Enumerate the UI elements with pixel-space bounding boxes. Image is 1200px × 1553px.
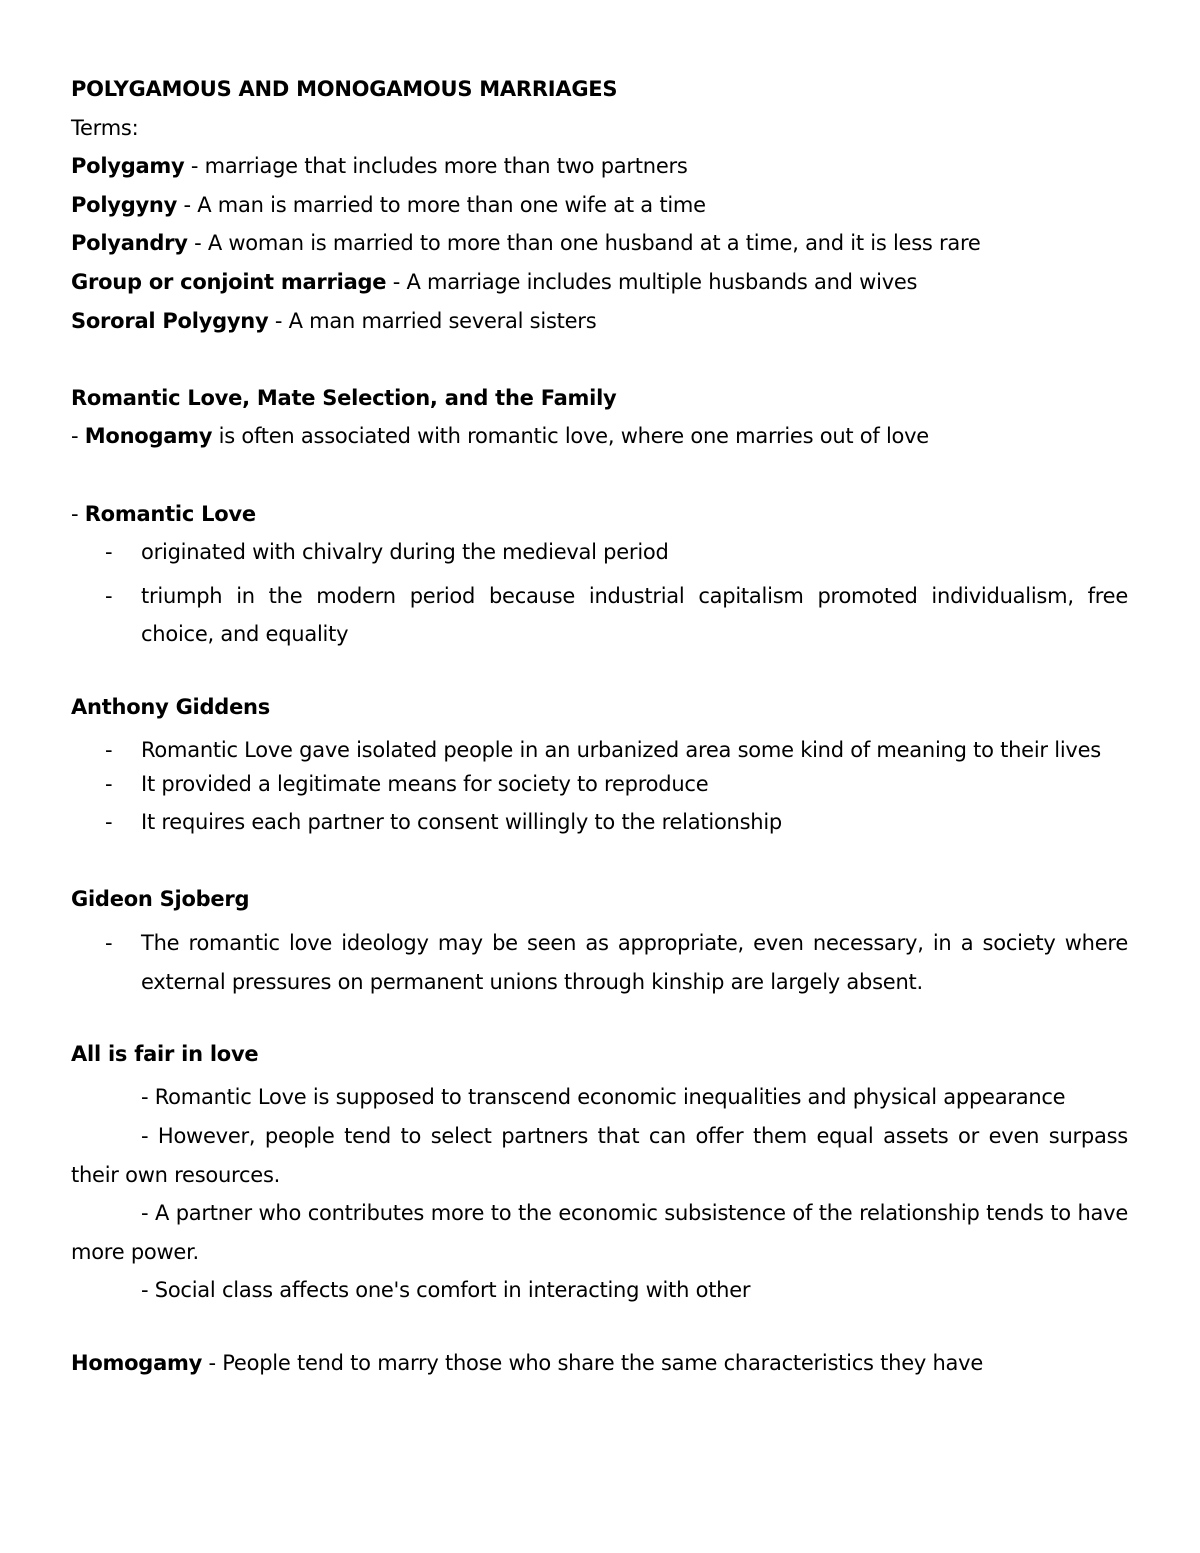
term-polygamy	[71, 152, 1128, 191]
term-sororal-polygyny	[71, 307, 1128, 346]
list-item: - It provided a legitimate means for society to reproduce	[71, 770, 1128, 809]
homogamy-line: Homogamy - People tend to marry those who share the same characteristics they have	[71, 1350, 983, 1375]
spacer	[71, 847, 1128, 886]
monogamy-term: Monogamy	[84, 424, 213, 449]
term-definition: - A woman is married to more than one husband at a time, and it is less rare	[187, 231, 981, 256]
term-polyandry	[71, 229, 1128, 268]
romantic-section-heading: Romantic Love, Mate Selection, and the Family	[71, 385, 617, 410]
fair-point: - Social class affects one's comfort in interacting with other	[141, 1278, 751, 1303]
term-group-marriage	[71, 268, 1128, 307]
list-item: - originated with chivalry during the medieval period	[71, 538, 1128, 577]
list-item: - The romantic love ideology may be seen as appropriate, even necessary, in a society where external pressures on permanent unions through kinship are largely absent.	[71, 924, 1128, 1001]
terms-label: Terms:	[71, 115, 139, 140]
bullet-dash: -	[105, 583, 113, 608]
document-page	[71, 75, 1128, 1387]
spacer	[71, 461, 1128, 500]
term-name: Polyandry	[71, 231, 188, 256]
bullet-dash: -	[105, 771, 113, 796]
spacer	[71, 1310, 1128, 1349]
spacer	[71, 345, 1128, 384]
term-definition: - A man married several sisters	[268, 308, 597, 333]
term-polygyny	[71, 191, 1128, 230]
fair-point: - However, people tend to select partners that can offer them equal assets or even surpass their own resources.	[71, 1124, 1128, 1187]
document-title: POLYGAMOUS AND MONOGAMOUS MARRIAGES	[71, 77, 618, 101]
spacer	[71, 654, 1128, 693]
list-item: - triumph in the modern period because industrial capitalism promoted individualism, free choice, and equality	[71, 577, 1128, 654]
romantic-love-heading: - Romantic Love	[71, 501, 256, 526]
list-item: - It requires each partner to consent willingly to the relationship	[71, 808, 1128, 847]
homogamy-term: Homogamy	[71, 1350, 203, 1375]
monogamy-line: - Monogamy is often associated with romantic love, where one marries out of love	[71, 424, 929, 449]
bullet-dash: -	[105, 810, 113, 835]
bullet-dash: -	[105, 738, 113, 763]
fair-heading: All is fair in love	[71, 1041, 259, 1066]
spacer	[71, 1001, 1128, 1040]
list-item: - Romantic Love gave isolated people in an urbanized area some kind of meaning to their lives	[71, 731, 1128, 770]
term-name: Sororal Polygyny	[71, 308, 269, 333]
fair-point: - Romantic Love is supposed to transcend economic inequalities and physical appearance	[141, 1085, 1066, 1110]
term-definition: - marriage that includes more than two partners	[184, 154, 688, 179]
term-definition: - A man is married to more than one wife at a time	[177, 192, 706, 217]
sjoberg-heading: Gideon Sjoberg	[71, 887, 250, 912]
term-name: Polygamy	[71, 154, 185, 179]
bullet-dash: -	[105, 931, 113, 956]
term-name: Polygyny	[71, 192, 178, 217]
fair-point: - A partner who contributes more to the economic subsistence of the relationship tends to have more power.	[71, 1201, 1128, 1264]
term-definition: - A marriage includes multiple husbands and wives	[386, 269, 918, 294]
giddens-heading: Anthony Giddens	[71, 694, 271, 719]
term-name: Group or conjoint marriage	[71, 269, 387, 294]
bullet-dash: -	[105, 540, 113, 565]
